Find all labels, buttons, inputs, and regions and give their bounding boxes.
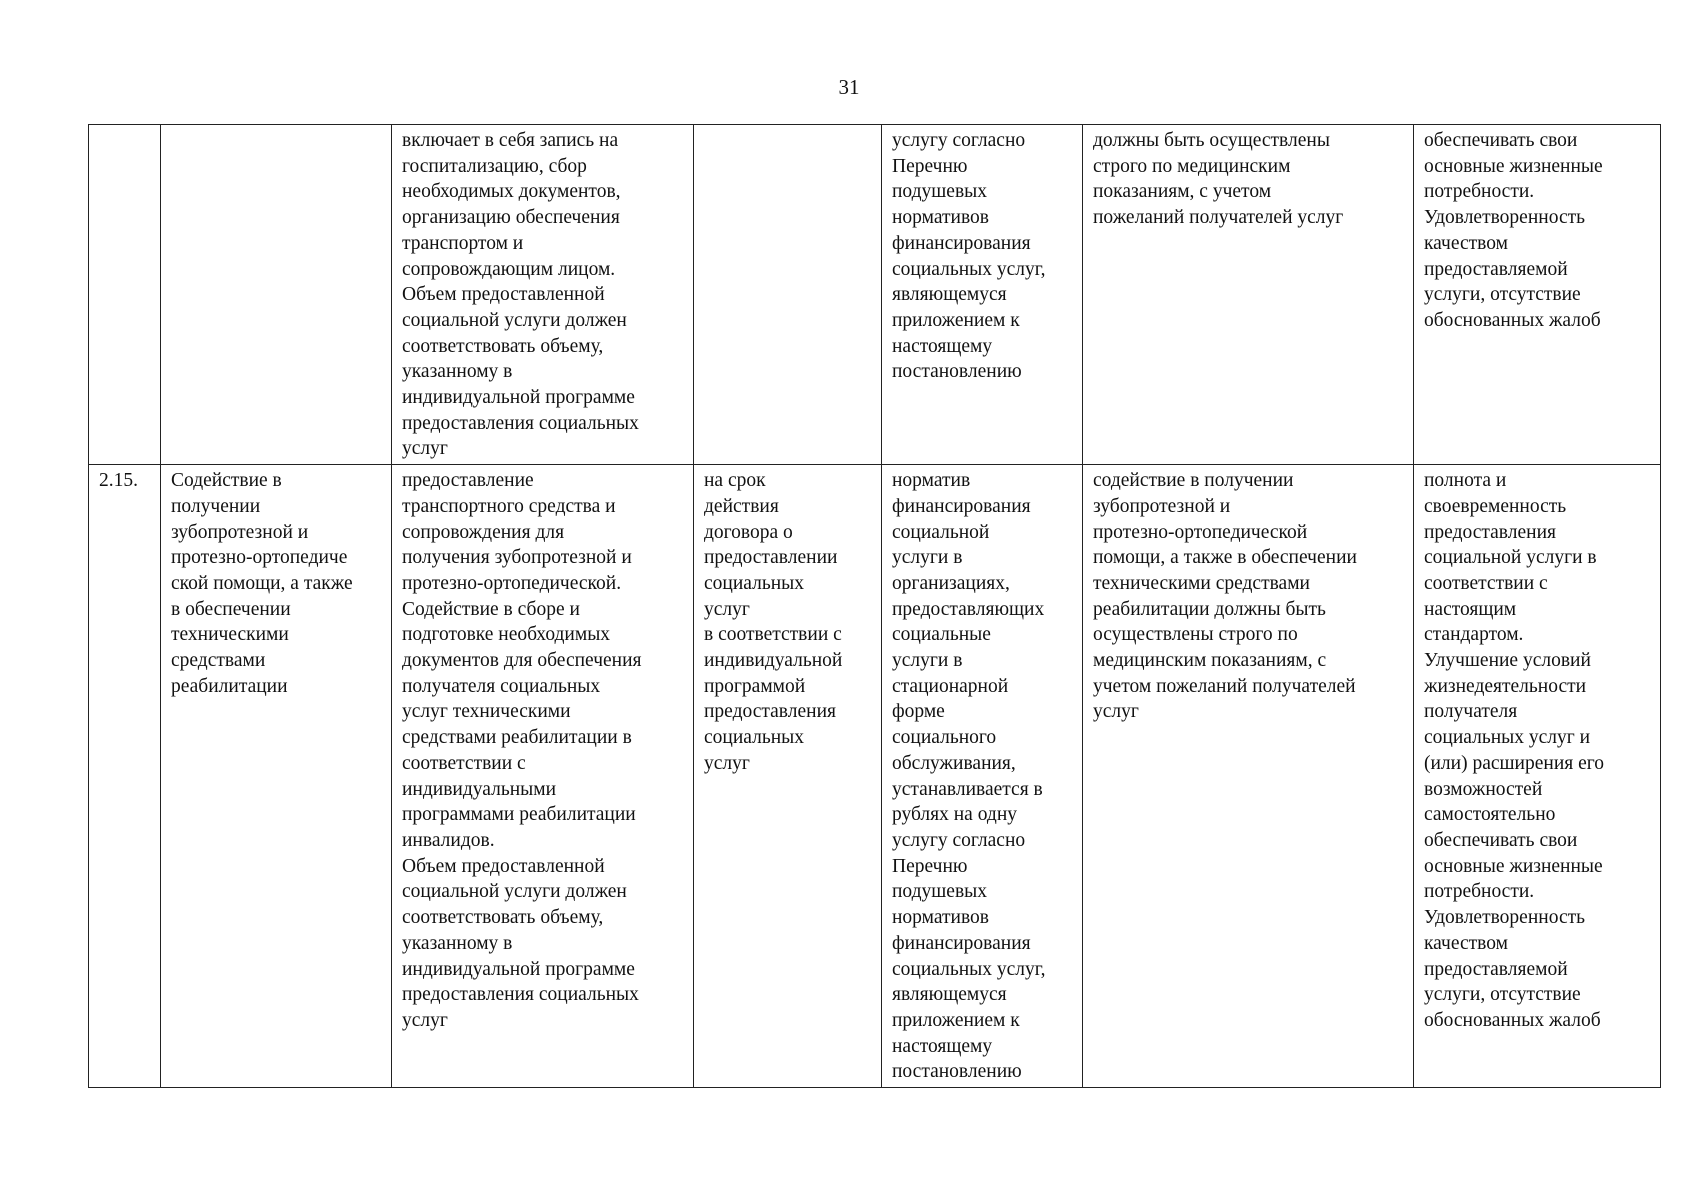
- table-row: [89, 465, 1661, 1088]
- cell-description: включает в себя запись на госпитализацию, сбор необходимых документов, организацию обеспечения транспортом и сопровождающим лицом. Объем предоставленной социальной услуги должен соответствовать объему, указанному в индивидуальной программе предоставления социальных услуг: [392, 125, 694, 465]
- cell-quality: полнота и своевременность предоставления социальной услуги в соответствии с настоящим стандартом. Улучшение условий жизнедеятельности получателя социальных услуг и (или) расширения его возможностей самостоятельно обеспечивать свои основные жизненные потребности. Удовлетворенность качеством предоставляемой услуги, отсутствие обоснованных жалоб: [1414, 465, 1661, 1088]
- cell-number: 2.15.: [89, 465, 161, 1088]
- cell-conditions: должны быть осуществлены строго по медицинским показаниям, с учетом пожеланий получателей услуг: [1083, 125, 1414, 465]
- cell-term: [694, 125, 882, 465]
- cell-service-name: Содействие в получении зубопротезной и протезно-ортопедиче ской помощи, а также в обеспечении техническими средствами реабилитации: [161, 465, 392, 1088]
- cell-number: [89, 125, 161, 465]
- cell-term: на срок действия договора о предоставлении социальных услуг в соответствии с индивидуальной программой предоставления социальных услуг: [694, 465, 882, 1088]
- services-table: [88, 124, 1661, 1088]
- cell-norm: услугу согласно Перечню подушевых нормативов финансирования социальных услуг, являющемуся приложением к настоящему постановлению: [882, 125, 1083, 465]
- cell-norm: норматив финансирования социальной услуги в организациях, предоставляющих социальные услуги в стационарной форме социального обслуживания, устанавливается в рублях на одну услугу согласно Перечню подушевых нормативов финансирования социальных услуг, являющемуся приложением к настоящему постановлению: [882, 465, 1083, 1088]
- table-row: [89, 125, 1661, 465]
- page-number: 31: [838, 75, 860, 99]
- cell-service-name: [161, 125, 392, 465]
- cell-conditions: содействие в получении зубопротезной и протезно-ортопедической помощи, а также в обеспечении техническими средствами реабилитации должны быть осуществлены строго по медицинским показаниям, с учетом пожеланий получателей услуг: [1083, 465, 1414, 1088]
- cell-quality: обеспечивать свои основные жизненные потребности. Удовлетворенность качеством предоставляемой услуги, отсутствие обоснованных жалоб: [1414, 125, 1661, 465]
- cell-description: предоставление транспортного средства и сопровождения для получения зубопротезной и протезно-ортопедической. Содействие в сборе и подготовке необходимых документов для обеспечения получателя социальных услуг техническими средствами реабилитации в соответствии с индивидуальными программами реабилитации инвалидов. Объем предоставленной социальной услуги должен соответствовать объему, указанному в индивидуальной программе предоставления социальных услуг: [392, 465, 694, 1088]
